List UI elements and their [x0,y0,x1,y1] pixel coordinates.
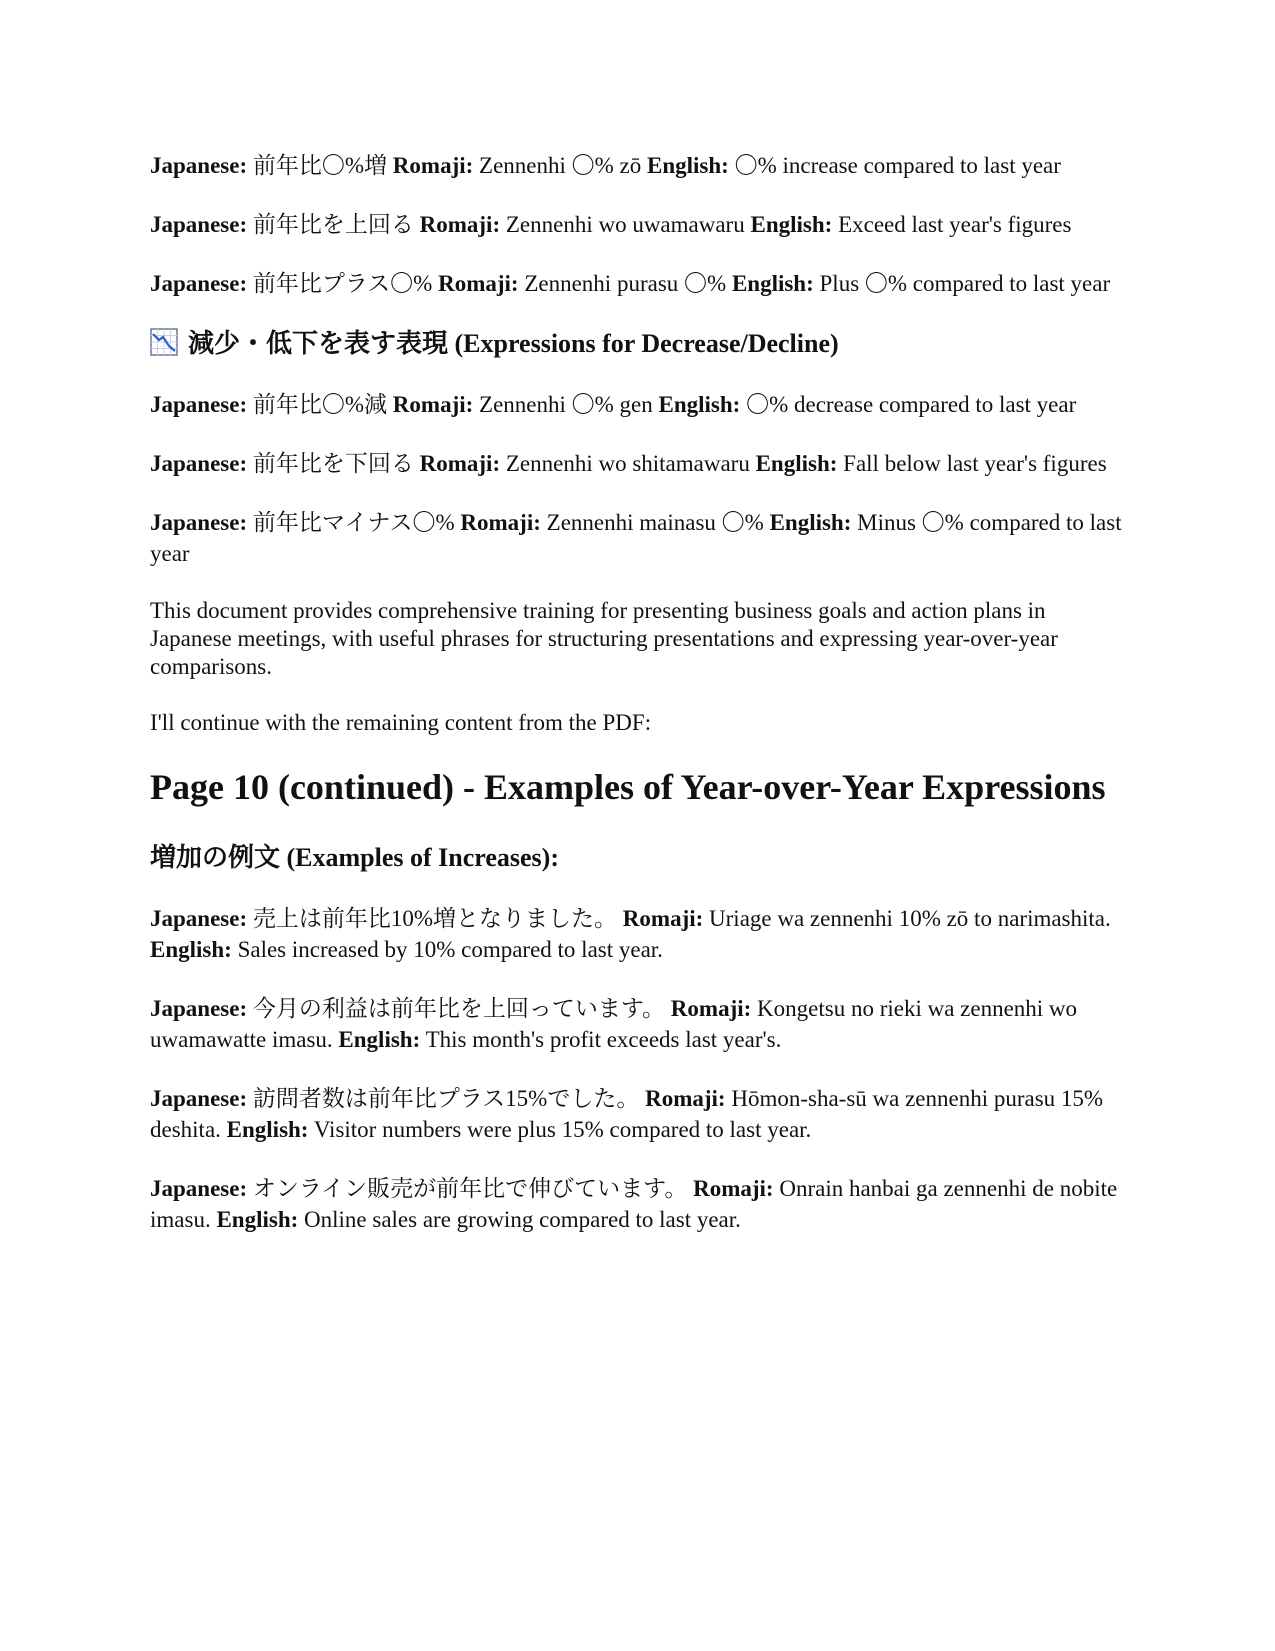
japanese-text: 前年比〇%減 [252,392,388,417]
phrase-entry [150,448,1130,479]
english-label: English: [769,510,852,535]
romaji-label: Romaji: [392,153,474,178]
romaji-label: Romaji: [419,212,501,237]
romaji-text: Zennenhi mainasu 〇% [546,510,764,535]
romaji-text: Zennenhi purasu 〇% [524,271,727,296]
romaji-text: Hōmon-sha-sū wa zennenhi purasu 15% deshita. [150,1086,1104,1142]
english-label: English: [338,1027,421,1052]
example-entry [150,1083,1130,1145]
english-text: Exceed last year's figures [838,212,1072,237]
japanese-text: 訪問者数は前年比プラス15%でした。 [252,1086,640,1111]
romaji-text: Zennenhi wo shitamawaru [505,451,750,476]
english-label: English: [658,392,741,417]
page-heading: Page 10 (continued) - Examples of Year-over-Year Expressions [150,767,1106,807]
english-label: English: [755,451,838,476]
romaji-label: Romaji: [670,996,752,1021]
japanese-label: Japanese: [150,392,248,417]
japanese-text: オンライン販売が前年比で伸びています。 [252,1176,688,1201]
phrase-entry [150,507,1130,569]
phrase-entry [150,389,1130,420]
japanese-label: Japanese: [150,1086,248,1111]
summary-paragraph: This document provides comprehensive training for presenting business goals and action plans in Japanese meetings, with useful phrases for structuring presentations and expressing year-over-year comparisons. [150,598,1058,679]
english-text: Sales increased by 10% compared to last year. [237,937,663,962]
japanese-label: Japanese: [150,451,248,476]
english-label: English: [731,271,814,296]
japanese-label: Japanese: [150,153,248,178]
romaji-text: Kongetsu no rieki wa zennenhi wo uwamawatte imasu. [150,996,1078,1052]
romaji-text: Zennenhi 〇% zō [479,153,642,178]
japanese-text: 前年比〇%増 [252,153,388,178]
japanese-text: 前年比を上回る [252,212,414,237]
english-label: English: [750,212,833,237]
decrease-heading-en: (Expressions for Decrease/Decline) [454,329,839,358]
phrase-entry [150,150,1130,181]
romaji-text: Onrain hanbai ga zennenhi de nobite imasu. [150,1176,1118,1232]
english-label: English: [216,1207,299,1232]
english-label: English: [150,937,232,962]
chart-decreasing-icon [150,328,178,356]
japanese-label: Japanese: [150,510,248,535]
decrease-heading-jp: 減少・低下を表す表現 [188,329,449,358]
english-text: 〇% decrease compared to last year [746,392,1077,417]
japanese-label: Japanese: [150,212,248,237]
romaji-label: Romaji: [622,906,704,931]
english-text: 〇% increase compared to last year [734,153,1061,178]
phrase-entry [150,268,1130,299]
examples-heading-en: (Examples of Increases): [286,843,559,872]
romaji-label: Romaji: [438,271,519,296]
japanese-text: 前年比を下回る [252,451,414,476]
japanese-label: Japanese: [150,906,248,931]
document-page [150,150,1130,1263]
japanese-text: 前年比プラス〇% [252,271,433,296]
japanese-text: 前年比マイナス〇% [252,510,455,535]
english-text: Fall below last year's figures [843,451,1107,476]
english-label: English: [226,1117,309,1142]
continue-paragraph: I'll continue with the remaining content from the PDF: [150,710,652,735]
romaji-label: Romaji: [693,1176,774,1201]
example-entry [150,903,1130,965]
examples-heading [150,841,1130,875]
japanese-label: Japanese: [150,271,248,296]
romaji-label: Romaji: [419,451,501,476]
example-entry [150,993,1130,1055]
romaji-text: Zennenhi wo uwamawaru [505,212,745,237]
english-text: Minus 〇% compared to last year [150,510,1122,566]
example-entry [150,1173,1130,1235]
romaji-label: Romaji: [645,1086,726,1111]
romaji-label: Romaji: [460,510,541,535]
romaji-label: Romaji: [392,392,474,417]
romaji-text: Zennenhi 〇% gen [479,392,653,417]
japanese-text: 売上は前年比10%増となりました。 [252,906,618,931]
phrase-entry [150,209,1130,240]
examples-heading-jp: 増加の例文 [150,843,281,872]
decrease-section-heading [150,327,1130,361]
japanese-label: Japanese: [150,1176,248,1201]
romaji-text: Uriage wa zennenhi 10% zō to narimashita. [709,906,1111,931]
english-text: Plus 〇% compared to last year [819,271,1111,296]
japanese-text: 今月の利益は前年比を上回っています。 [252,996,666,1021]
english-text: Online sales are growing compared to last year. [304,1207,741,1232]
japanese-label: Japanese: [150,996,248,1021]
english-text: This month's profit exceeds last year's. [425,1027,782,1052]
english-text: Visitor numbers were plus 15% compared to last year. [313,1117,812,1142]
english-label: English: [647,153,729,178]
